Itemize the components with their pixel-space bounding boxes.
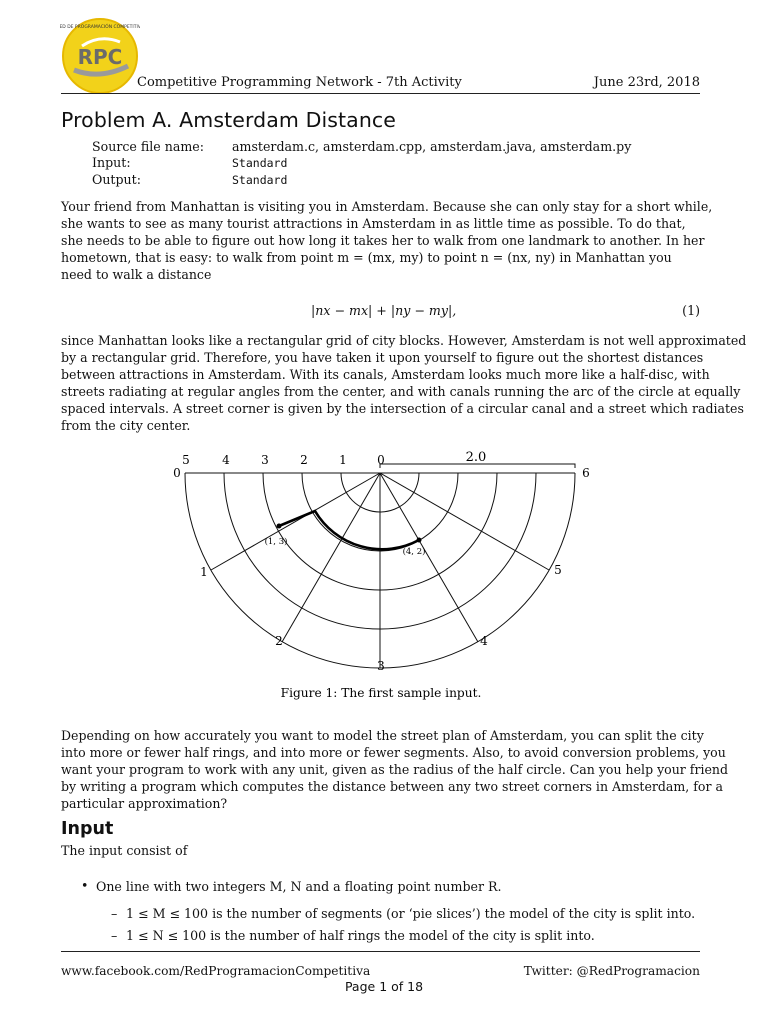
footer-facebook: www.facebook.com/RedProgramacionCompetitiva xyxy=(61,964,371,978)
segment-label: 1 xyxy=(200,565,208,579)
text-line: she wants to see as many tourist attractions in Amsterdam in as little time as possible. To do that, xyxy=(61,216,686,231)
sub-item-dash: – xyxy=(111,928,118,943)
text-line: by writing a program which computes the distance between any two street corners in Amsterdam, for a xyxy=(61,779,723,794)
text-line: by a rectangular grid. Therefore, you have taken it upon yourself to figure out the shortest distances xyxy=(61,350,704,365)
ring-label: 5 xyxy=(182,453,190,467)
meta-value-source: amsterdam.c, amsterdam.cpp, amsterdam.java, amsterdam.py xyxy=(232,139,632,154)
paragraph-3 xyxy=(61,727,728,812)
point-b-marker xyxy=(417,538,422,543)
text-line: spaced intervals. A street corner is given by the intersection of a circular canal and a street which radiates xyxy=(61,401,744,416)
street-line xyxy=(282,473,380,642)
ring-label: 0 xyxy=(377,453,385,467)
equation-number: (1) xyxy=(682,303,700,318)
figure-caption: Figure 1: The first sample input. xyxy=(280,686,482,700)
segment-label: 5 xyxy=(554,563,562,577)
text-line: she needs to be able to figure out how long it takes her to walk from one landmark to another. In her xyxy=(61,233,705,248)
footer-twitter: Twitter: @RedProgramacion xyxy=(523,964,700,978)
ring-label: 3 xyxy=(261,453,269,467)
shortest-path xyxy=(279,511,419,549)
meta-label-output: Output: xyxy=(92,172,141,187)
text-line: from the city center. xyxy=(61,418,191,433)
segment-label: 3 xyxy=(377,659,385,673)
equation: |nx − mx| + |ny − my|, xyxy=(311,303,457,318)
segment-label: 2 xyxy=(275,634,283,648)
header-left: Competitive Programming Network - 7th Activity xyxy=(137,75,462,90)
meta-label-input: Input: xyxy=(92,155,131,170)
page-title: Problem A. Amsterdam Distance xyxy=(61,108,397,132)
header-date: June 23rd, 2018 xyxy=(593,75,700,90)
radius-label: 2.0 xyxy=(465,450,487,465)
street-line xyxy=(380,473,478,642)
point-a-marker xyxy=(277,524,282,529)
ring-label: 1 xyxy=(339,453,347,467)
segment-label: 6 xyxy=(582,466,590,480)
header-rule xyxy=(61,93,700,94)
text-line: streets radiating at regular angles from the center, and with canals running the arc of the circle at equally xyxy=(61,384,741,399)
sub-item: 1 ≤ M ≤ 100 is the number of segments (or ‘pie slices’) the model of the city is split into. xyxy=(126,906,696,921)
text-line: need to walk a distance xyxy=(61,267,212,282)
amsterdam-figure xyxy=(0,440,768,700)
meta-value-input: Standard xyxy=(232,156,288,170)
point-a-label: (1, 3) xyxy=(264,537,288,547)
text-line: Your friend from Manhattan is visiting you in Amsterdam. Because she can only stay for a short while, xyxy=(61,199,713,214)
paragraph-2 xyxy=(61,332,747,434)
text-line: Depending on how accurately you want to model the street plan of Amsterdam, you can split the city xyxy=(61,728,704,743)
bullet-dot: • xyxy=(81,878,89,893)
input-bullet: One line with two integers M, N and a floating point number R. xyxy=(96,879,502,894)
input-heading: Input xyxy=(61,819,114,839)
text-line: want your program to work with any unit, given as the radius of the half circle. Can you help your friend xyxy=(61,762,728,777)
ring-label: 4 xyxy=(222,453,230,467)
text-line: between attractions in Amsterdam. With its canals, Amsterdam looks much more like a half-disc, with xyxy=(61,367,710,382)
ring-label: 2 xyxy=(300,453,308,467)
input-intro: The input consist of xyxy=(61,843,188,858)
sub-item: 1 ≤ N ≤ 100 is the number of half rings the model of the city is split into. xyxy=(126,928,595,943)
text-line: hometown, that is easy: to walk from point m = (mx, my) to point n = (nx, ny) in Manhattan you xyxy=(61,250,672,265)
street-line xyxy=(211,473,380,570)
text-line: since Manhattan looks like a rectangular grid of city blocks. However, Amsterdam is not well approximated xyxy=(61,333,747,348)
logo xyxy=(60,16,140,96)
segment-label: 4 xyxy=(480,634,488,648)
logo-ring-text: RED DE PROGRAMACIÓN COMPETITIVA xyxy=(60,25,140,30)
intro-paragraph xyxy=(61,198,713,283)
text-line: particular approximation? xyxy=(61,796,228,811)
text-line: into more or fewer half rings, and into more or fewer segments. Also, to avoid conversion problems, you xyxy=(61,745,726,760)
point-b-label: (4, 2) xyxy=(402,547,426,557)
sub-item-dash: – xyxy=(111,906,118,921)
meta-value-output: Standard xyxy=(232,173,288,187)
segment-label: 0 xyxy=(173,466,181,480)
page-number: Page 1 of 18 xyxy=(344,979,424,994)
meta-label-source: Source file name: xyxy=(92,139,204,154)
logo-text: RPC xyxy=(77,45,123,69)
footer-rule xyxy=(61,951,700,952)
